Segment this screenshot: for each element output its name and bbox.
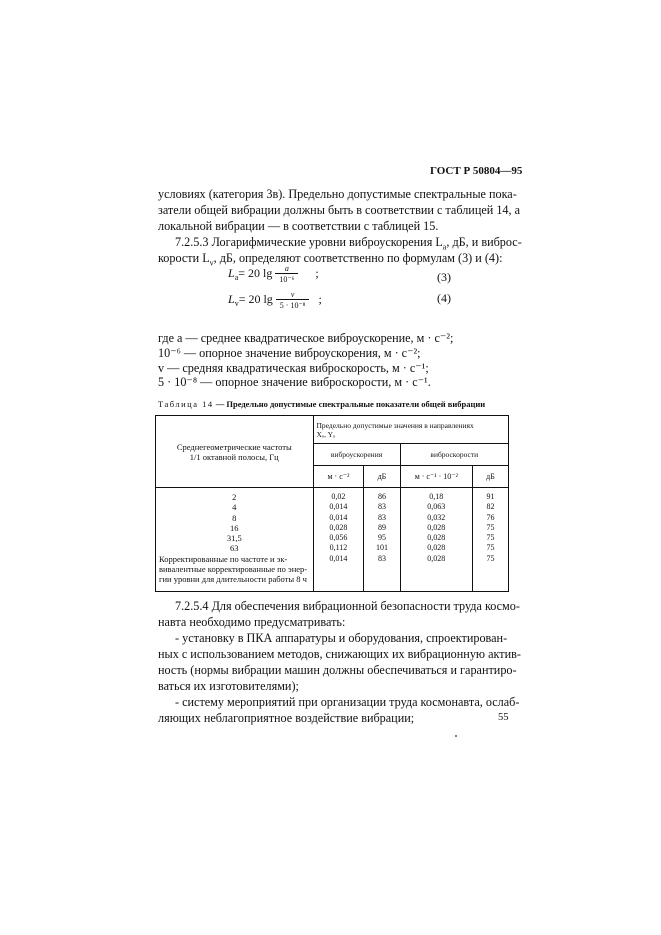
- velocity-values: [400, 488, 472, 592]
- formula-4-number: (4): [437, 291, 451, 305]
- acceleration-values: [313, 488, 364, 592]
- clause-7254-line-1: 7.2.5.4 Для обеспечения вибрационной безопасности труда космо-: [175, 599, 520, 613]
- value-cell: 0,028: [427, 553, 446, 563]
- value-cell: 0,18: [429, 492, 444, 501]
- limits-header: Предельно допустимые значения в направлениях Xₒ, Yₒ: [313, 416, 508, 444]
- value-cell: 75: [486, 533, 495, 543]
- value-cell: 0,028: [329, 522, 348, 532]
- formula-3-fraction: $\frac{a}{\text{10⁻⁶}}$: [275, 264, 298, 284]
- value-cell: 0,02: [331, 492, 346, 501]
- value-cell: 0,063: [427, 502, 446, 512]
- value-cell: 0,028: [427, 543, 446, 553]
- formula-3-number: (3): [437, 270, 451, 284]
- where-line-2: 10⁻⁶ — опорное значение виброускорения, м · с⁻²;: [158, 346, 421, 360]
- value-cell: 75: [486, 543, 495, 553]
- value-cell: 0,032: [427, 512, 446, 522]
- where-line-1: где a — среднее квадратическое виброускорение, м · с⁻²;: [158, 331, 454, 345]
- freq-cell: 4: [232, 502, 237, 513]
- acceleration-header: виброускорения: [313, 444, 400, 466]
- frequency-column: [156, 488, 314, 592]
- value-cell: 0,028: [427, 533, 446, 543]
- intro-line-2: затели общей вибрации должны быть в соответствии с таблицей 14, а: [158, 203, 521, 217]
- clause-7254-line-6: ваться их изготовителями);: [158, 679, 299, 693]
- value-cell: 0,028: [427, 522, 446, 532]
- value-cell: 0,014: [329, 553, 348, 563]
- scan-speck: [455, 735, 457, 737]
- formula-4-fraction: $\frac{v}{\text{5 · 10⁻⁸}}$: [276, 290, 310, 310]
- value-cell: 91: [486, 492, 495, 501]
- where-line-4: 5 · 10⁻⁸ — опорное значение виброскорости, м · с⁻¹.: [158, 375, 431, 389]
- intro-line-3: локальной вибрации — в соответствии с таблицей 15.: [158, 219, 439, 233]
- freq-cell: 2: [232, 492, 237, 502]
- formula-3: $L_a= 20$ lg $\frac{a}{\text{10⁻⁶}}$ ;: [228, 264, 319, 284]
- document-header: ГОСТ Р 50804—95: [430, 165, 523, 177]
- corrected-levels-label: Корректированные по частоте и эк-вивалентные корректированные по энер-гии уровни для длительности работы 8 ч: [159, 553, 308, 585]
- value-cell: 75: [486, 553, 495, 563]
- value-cell: 0,112: [329, 543, 348, 553]
- clause-7254-line-4: ных с использованием методов, снижающих их вибрационную актив-: [158, 647, 521, 661]
- clause-7253-line-1: 7.2.5.3 Логарифмические уровни виброускорения $L_a$, дБ, и виброс-: [175, 235, 522, 252]
- value-cell: 0,056: [329, 533, 348, 543]
- value-cell: 86: [377, 492, 386, 501]
- table-caption: Таблица 14 — Предельно допустимые спектральные показатели общей вибрации: [158, 399, 486, 409]
- freq-cell: 63: [230, 543, 239, 554]
- unit-velocity: м · с⁻¹ · 10⁻²: [400, 466, 472, 488]
- value-cell: 83: [377, 512, 386, 522]
- frequency-header: Среднегеометрические частоты 1/1 октавной полосы, Гц: [156, 416, 314, 488]
- freq-cell: 31,5: [226, 533, 242, 544]
- value-cell: 0,014: [329, 502, 348, 512]
- clause-7254-line-5: ность (нормы вибрации машин должны обеспечиваться и гарантиро-: [158, 663, 517, 677]
- value-cell: 82: [486, 502, 495, 512]
- value-cell: 75: [486, 522, 495, 532]
- vibration-limits-table: [155, 415, 509, 592]
- clause-7254-line-3: - установку в ПКА аппаратуры и оборудования, спроектирован-: [175, 631, 508, 645]
- value-cell: 101: [375, 543, 388, 553]
- clause-7253-line-2: корости $L_v$, дБ, определяют соответственно по формулам (3) и (4):: [158, 251, 503, 268]
- where-line-3: v — средняя квадратическая виброскорость, м · с⁻¹;: [158, 361, 429, 375]
- clause-7254-line-7: - систему мероприятий при организации труда космонавта, ослаб-: [175, 695, 520, 709]
- freq-cell: 16: [230, 522, 239, 533]
- velocity-db-values: [473, 488, 509, 592]
- freq-cell: 8: [232, 512, 237, 523]
- clause-7254-line-2: навта необходимо предусматривать:: [158, 615, 346, 629]
- page-number: 55: [498, 712, 509, 723]
- velocity-header: виброскорости: [400, 444, 508, 466]
- acceleration-db-values: [364, 488, 400, 592]
- value-cell: 83: [377, 502, 386, 512]
- formula-4: $L_v= 20$ lg $\frac{v}{\text{5 · 10⁻⁸}}$ ;: [228, 290, 322, 310]
- value-cell: 83: [377, 553, 386, 563]
- intro-line-1: условиях (категория 3в). Предельно допустимые спектральные пока-: [158, 187, 517, 201]
- value-cell: 0,014: [329, 512, 348, 522]
- value-cell: 95: [377, 533, 386, 543]
- unit-db-acceleration: дБ: [364, 466, 400, 488]
- unit-db-velocity: дБ: [473, 466, 509, 488]
- value-cell: 89: [377, 522, 386, 532]
- value-cell: 76: [486, 512, 495, 522]
- unit-acceleration: м · с⁻²: [313, 466, 364, 488]
- clause-7254-line-8: ляющих неблагоприятное воздействие вибрации;: [158, 711, 415, 725]
